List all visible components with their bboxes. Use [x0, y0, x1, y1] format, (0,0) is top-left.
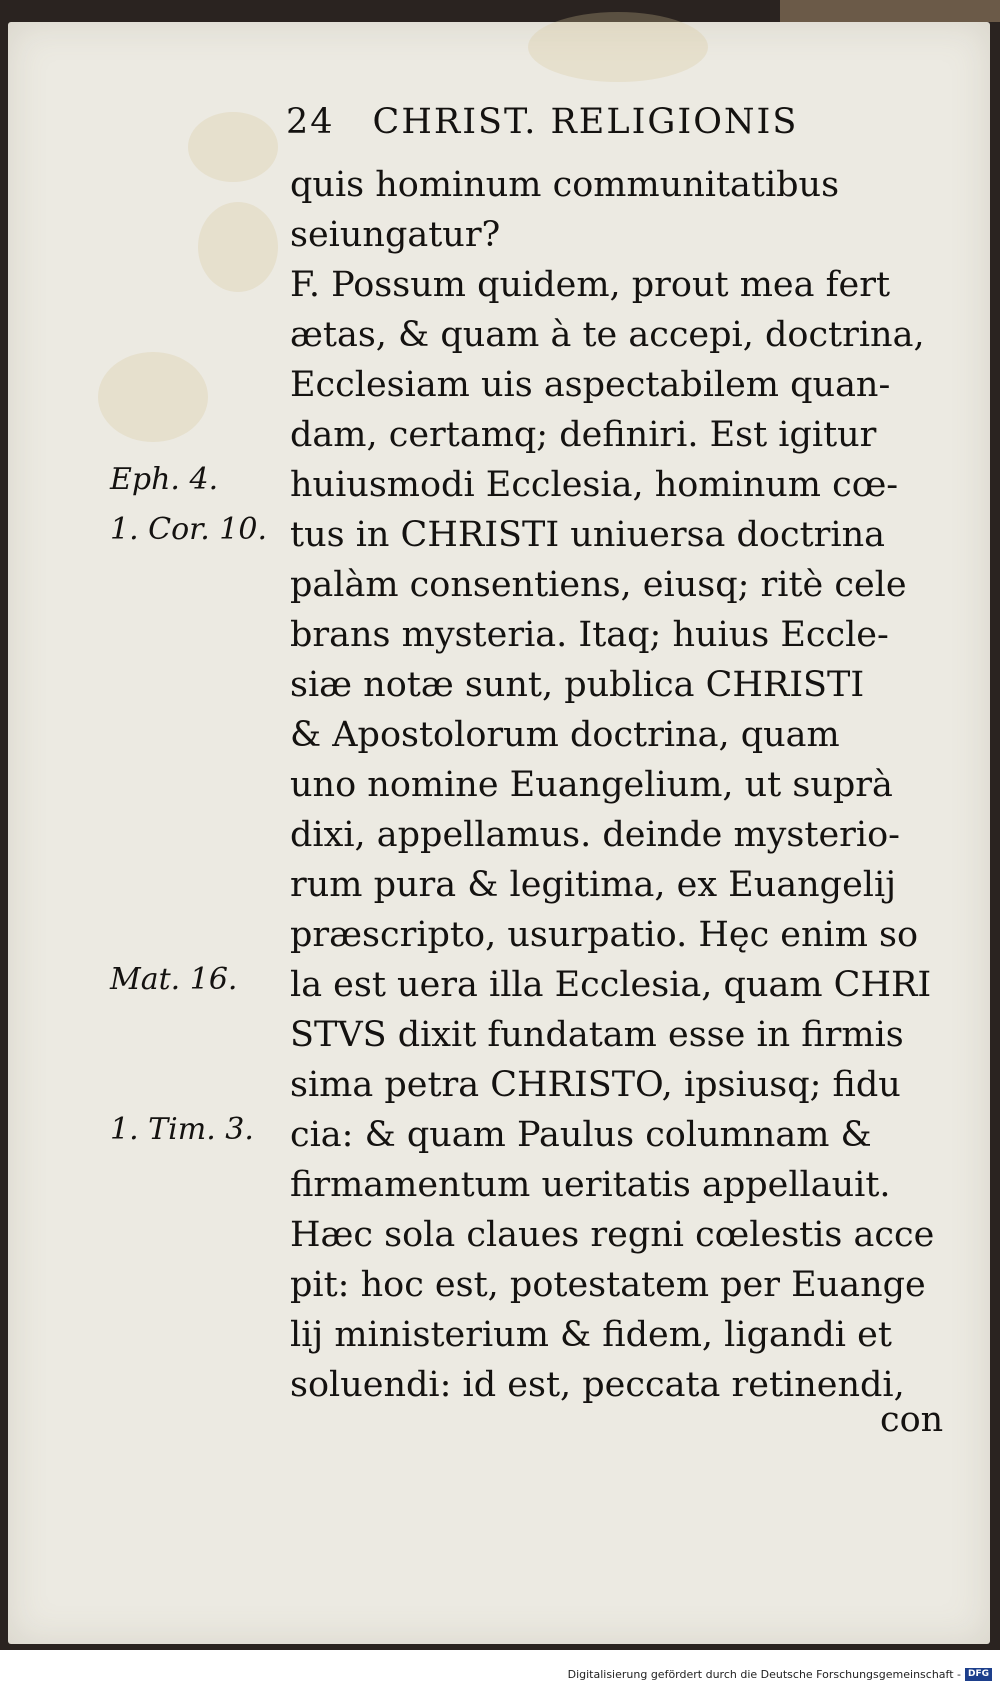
text-line: rum pura & legitima, ex Euangelij	[290, 865, 897, 905]
text-line: F. Possum quidem, prout mea fert	[290, 265, 891, 305]
text-line: lij ministerium & fidem, ligandi et	[290, 1315, 892, 1355]
text-line: firmamentum ueritatis appellauit.	[290, 1165, 891, 1205]
marginal-note: Eph. 4.	[110, 462, 219, 497]
marginal-note: Mat. 16.	[110, 962, 238, 997]
page-stain	[528, 12, 708, 82]
marginal-note: 1. Tim. 3.	[110, 1112, 254, 1147]
text-line: cia: & quam Paulus columnam &	[290, 1115, 872, 1155]
text-line: Ecclesiam uis aspectabilem quan-	[290, 365, 891, 405]
body-text	[290, 160, 934, 1410]
text-line: la est uera illa Ecclesia, quam CHRI	[290, 965, 932, 1005]
catchword: con	[880, 1400, 944, 1440]
text-line: brans mysteria. Itaq; huius Eccle-	[290, 615, 889, 655]
page-stain	[198, 202, 278, 292]
running-header	[286, 100, 798, 144]
text-line: palàm consentiens, eiusq; ritè cele	[290, 565, 907, 605]
text-line: dam, certamq; definiri. Est igitur	[290, 415, 877, 455]
text-line: tus in CHRISTI uniuersa doctrina	[290, 515, 885, 555]
text-line: & Apostolorum doctrina, quam	[290, 715, 840, 755]
text-line: præscripto, usurpatio. Hęc enim so	[290, 915, 919, 955]
dfg-logo: DFG	[965, 1668, 992, 1681]
marginal-note: 1. Cor. 10.	[110, 512, 268, 547]
text-line: ætas, & quam à te accepi, doctrina,	[290, 315, 925, 355]
text-line: siæ notæ sunt, publica CHRISTI	[290, 665, 865, 705]
page-stain	[188, 112, 278, 182]
text-line: huiusmodi Ecclesia, hominum cœ-	[290, 465, 899, 505]
credit-text: Digitalisierung gefördert durch die Deutsche Forschungsgemeinschaft -	[567, 1668, 961, 1681]
book-edge	[780, 0, 1000, 22]
text-line: quis hominum communitatibus	[290, 165, 840, 205]
text-line: dixi, appellamus. deinde mysterio-	[290, 815, 900, 855]
text-line: seiungatur?	[290, 215, 501, 255]
page-stain	[98, 352, 208, 442]
text-line: soluendi: id est, peccata retinendi,	[290, 1365, 905, 1405]
text-line: uno nomine Euangelium, ut suprà	[290, 765, 893, 805]
text-line: pit: hoc est, potestatem per Euange	[290, 1265, 926, 1305]
text-line: sima petra CHRISTO, ipsiusq; fidu	[290, 1065, 901, 1105]
digitization-credit	[568, 1668, 992, 1681]
text-line: STVS dixit fundatam esse in firmis	[290, 1015, 904, 1055]
page-number: 24	[286, 102, 335, 142]
text-line: Hæc sola claues regni cœlestis acce	[290, 1215, 935, 1255]
header-title: CHRIST. RELIGIONIS	[372, 102, 799, 142]
